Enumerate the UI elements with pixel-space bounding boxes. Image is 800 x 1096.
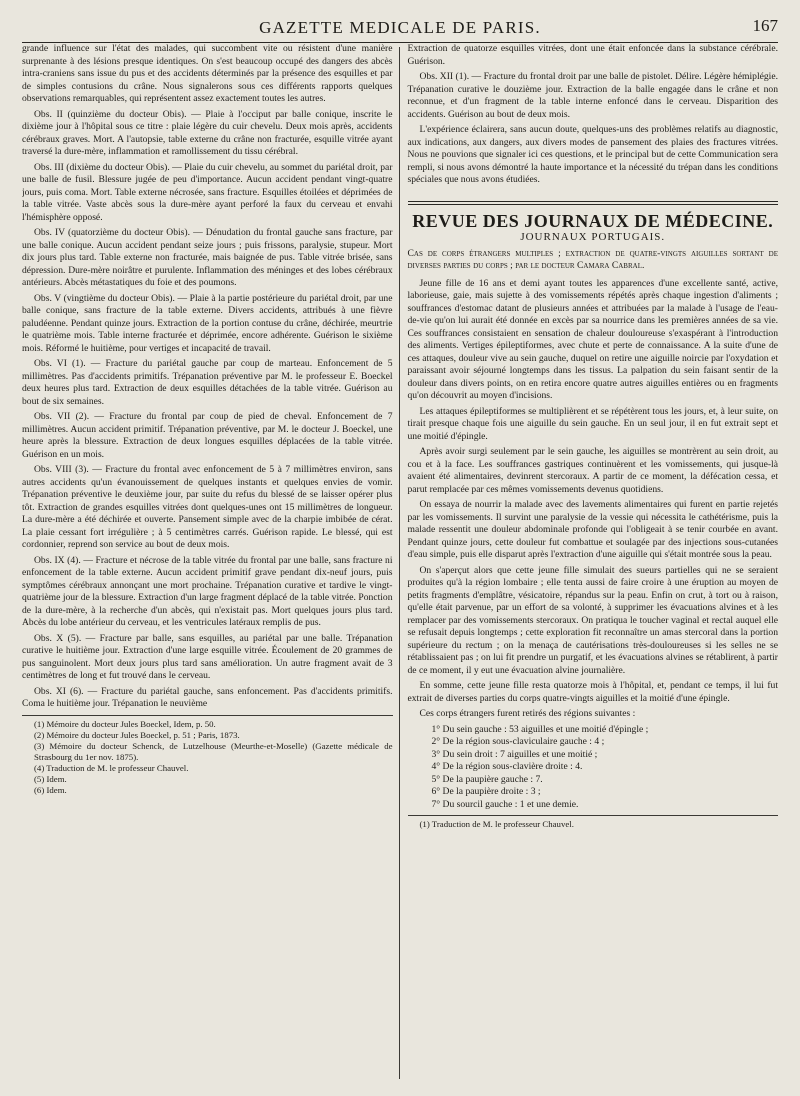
list-item: 3° Du sein droit : 7 aiguilles et une moitié ; — [431, 748, 598, 760]
paragraph: L'expérience éclairera, sans aucun doute, quelques-uns des problèmes relatifs au diagnostic, aux indications, aux dangers, aux divers modes de pansement des plaies des fractures vitrées. Nous ne pouvions que signaler ici ces questions, et le principal but de cette Communication sera rempli, si nous avons démontré la haute importance et la nécessité du trépan dans les conditions spéciales que nous avons étudiées. — [407, 124, 778, 185]
paragraph: Extraction de quatorze esquilles vitrées, dont une était enfoncée dans la substance cérébrale. Guérison. — [407, 43, 778, 67]
list-item: 1° Du sein gauche : 53 aiguilles et une moitié d'épingle ; — [431, 723, 649, 735]
list-item: 7° Du sourcil gauche : 1 et une demie. — [431, 798, 579, 810]
observation-9: Obs. IX (4). — Fracture et nécrose de la table vitrée du frontal par une balle, sans fracture ni enfoncement de la table externe. Aucun accident primitif grave pendant dix-neuf jours, puis symptômes cérébraux annonçant une mort prochaine. Trépanation curative et tardive le vingt-quatrième jour de la blessure. Extraction d'un large fragment déplacé de la table vitrée. Ponction de la dure-mère, à la recherche d'un abcès, qui n'existait pas. Mort quelques jours plus tard. Abcès du lobe antérieur du cerveau, et les ventricules latéraux remplis de pus. — [22, 554, 393, 628]
footnote: (5) Idem. — [34, 773, 67, 784]
two-column-body — [22, 43, 778, 1083]
observation-4: Obs. IV (quatorzième du docteur Obis). — Dénudation du frontal gauche sans fracture, par une balle conique. Aucun accident pendant seize jours ; puis frissons, paralysie, stupeur. Mort dix jours plus tard. Table externe non fracturée, mais baignée de pus. Table vitrée brisée, sans dépression. Dure-mère noirâtre et purulente. Inflammation des méninges et des lobes cérébraux antérieurs. Abcès métastatiques du foie et des poumons. — [22, 227, 393, 288]
list-item: 4° De la région sous-clavière droite : 4. — [431, 761, 583, 772]
page-number: 167 — [752, 16, 778, 35]
paragraph: Après avoir surgi seulement par le sein gauche, les aiguilles se montrèrent au sein droit, au cou et à la face. Les souffrances gastriques continuèrent et les vomissements, qui jusque-là avaient été alimentaires, devinrent stercoraux. A partir de ce moment, la défécation cessa, et parut remplacée par ces mêmes vomissements devenus quotidiens. — [407, 446, 778, 495]
list-item: 6° De la paupière droite : 3 ; — [431, 786, 541, 797]
footnote: (1) Mémoire du docteur Jules Boeckel, Idem, p. 50. — [34, 718, 216, 729]
paragraph: On essaya de nourrir la malade avec des lavements alimentaires qui furent en partie rejetés par les vomissements. Il survint une paralysie de la vessie qui nécessita le cathétérisme, puis la malade ressentit une douleur abdominale profonde qui l'obligeait à se tenir courbée en avant. Pendant quinze jours, cette douleur fut combattue et soulagée par des injections sous-cutanées d'eau simple, puis elle disparut après l'extraction d'une aiguille qui s'était montrée sous la peau. — [407, 499, 778, 560]
paragraph: Les attaques épileptiformes se multiplièrent et se répétèrent tous les jours, et, à leur suite, on tirait presque chaque fois une aiguille du sein gauche. En un seul jour, il en fut extrait sept et une moitié d'épingle. — [407, 405, 778, 442]
page-header — [22, 10, 778, 43]
extraction-list — [432, 724, 779, 812]
observation-12: Obs. XII (1). — Fracture du frontal droit par une balle de pistolet. Délire. Légère hémiplégie. Trépanation curative le douzième jour. Extraction de la balle engagée dans le crâne et non reconnue, et d'un fragment de la table interne enfoncé dans le cerveau. Disparition des accidents. Guérison au bout de deux mois. — [407, 71, 778, 120]
footnote: (4) Traduction de M. le professeur Chauvel. — [34, 762, 189, 773]
observation-7: Obs. VII (2). — Fracture du frontal par coup de pied de cheval. Enfoncement de 7 millimètres. Aucun accident primitif. Trépanation préventive, par M. le docteur J. Boeckel, une heure après la blessure. Extraction de deux longues esquilles déplacées de la table vitrée. Guérison en un mois. — [22, 411, 393, 460]
subsection-title: JOURNAUX PORTUGAIS. — [520, 231, 666, 243]
footnote: (3) Mémoire du docteur Schenck, de Lutzelhouse (Meurthe-et-Moselle) (Gazette médicale de Strasbourg du 1er nov. 1875). — [34, 740, 393, 762]
journal-title: GAZETTE MEDICALE DE PARIS. — [259, 18, 541, 37]
footnotes-right — [408, 815, 779, 830]
observation-6: Obs. VI (1). — Fracture du pariétal gauche par coup de marteau. Enfoncement de 5 millimètres. Pas d'accidents primitifs. Trépanation préventive par M. le professeur E. Boeckel deux heures plus tard. Extraction de deux esquilles détachées de la table vitrée. Guérison au bout de six semaines. — [22, 358, 393, 407]
observation-11: Obs. XI (6). — Fracture du pariétal gauche, sans enfoncement. Pas d'accidents primitifs. Coma le huitième jour. Trépanation le neuvième — [22, 685, 393, 709]
list-item: 2° De la région sous-claviculaire gauche : 4 ; — [431, 736, 605, 747]
observation-5: Obs. V (vingtième du docteur Obis). — Plaie à la partie postérieure du pariétal droit, par une balle conique, sans fracture de la table externe. Divers accidents, attribués à une fièvre paludéenne. Pendant quinze jours. Extraction de la portion contuse du crâne, déchirée, meurtrie le quatrième mois. Table interne fracturée et déprimée, encore adhérente. Guérison le sixième mois. Réformé le huitième, pour vertiges et incapacité de travail. — [22, 292, 393, 354]
paragraph: Ces corps étrangers furent retirés des régions suivantes : — [419, 708, 636, 719]
left-column — [22, 43, 399, 1083]
list-item: 5° De la paupière gauche : 7. — [431, 773, 543, 785]
section-title: REVUE DES JOURNAUX DE MÉDECINE. — [412, 210, 774, 231]
observation-2: Obs. II (quinzième du docteur Obis). — Plaie à l'occiput par balle conique, inscrite le dixième jour à l'hôpital sous ce titre : plaie légère du cuir chevelu. Deux mois après, accidents cérébraux graves. Mort. A l'autopsie, table externe du crâne non fracturée, esquille vitrée ayant traversé la dure-mère, inflammation et ramollissement du tissu cérébral. — [22, 108, 393, 157]
observation-3: Obs. III (dixième du docteur Obis). — Plaie du cuir chevelu, au sommet du pariétal droit, par une balle de fusil. Blessure jugée de peu d'importance. Aucun accident pendant vingt-quatre jours, puis coma. Mort. Table externe nécrosée, sans fracture. Esquilles étoilées et déprimées de la table vitrée. Vaste abcès sous la dure-mère ayant perforé la faux du cerveau et envahi l'hémisphère opposé. — [22, 161, 393, 223]
article-heading: Cas de corps étrangers multiples ; extraction de quatre-vingts aiguilles sortant de diverses parties du corps ; par le docteur Camara Cabral. — [407, 247, 778, 271]
paragraph: En somme, cette jeune fille resta quatorze mois à l'hôpital, et, pendant ce temps, il lui fut extrait de diverses parties du corps quatre-vingts aiguilles et la moitié d'une épingle. — [407, 680, 778, 704]
paragraph: grande influence sur l'état des malades, qui succombent vite ou résistent d'une manière surprenante à des lésions presque identiques. On s'est beaucoup occupé des dangers des abcès intra-craniens sans issue du pus et des accidents déterminés par la présence des esquilles et par de simples contusions du crâne. Nous signalerons sous ces différents rapports quelques observations remarquables, qui représentent assez exactement toutes les autres. — [22, 43, 393, 104]
section-divider — [408, 201, 779, 205]
footnote: (2) Mémoire du docteur Jules Boeckel, p. 51 ; Paris, 1873. — [34, 729, 240, 740]
paragraph: On s'aperçut alors que cette jeune fille simulait des sueurs partielles qui ne se seraient produites qu'à la région lombaire ; elle tenta aussi de faire croire à une éruption au moyen de petits fragments d'emplâtre, vésicatoire, répandus sur la peau. Enfin on crut, à tort ou à raison, qu'elle était parvenue, par un effort de sa volonté, à supprimer les évacuations alvines et à les remplacer par des vomissements stercoraux. On pratiqua le toucher vaginal et rectal auquel elle se refusait depuis longtemps ; cette exploration fit reconnaître un amas stercoral dans la portion supérieure du rectum ; on la menaça de cautérisations très-douloureuses si les selles ne se rétablissaient pas ; on lui fit prendre un purgatif, et les évacuations alvines se rétablirent, à partir de ce moment, il y eut une évacuation alvine journalière. — [407, 564, 778, 676]
footnotes-left — [22, 715, 393, 796]
observation-10: Obs. X (5). — Fracture par balle, sans esquilles, au pariétal par une balle. Trépanation curative le huitième jour. Extraction d'une large esquille vitrée. Écoulement de 20 grammes de pus sanguinolent. Mort deux jours plus tard sans amélioration. Un autre fragment avait de 3 centimètres de long et fut trouvé dans le cerveau. — [22, 632, 393, 681]
right-column — [400, 43, 779, 1083]
paragraph: Jeune fille de 16 ans et demi ayant toutes les apparences d'une excellente santé, active, laborieuse, gaie, mais sujette à des vomissements répétés après chaque ingestion d'aliments ; souffrances d'estomac datant de plusieurs années et attribuées par la malade à l'usage de l'eau-de-vie qu'on lui aurait été donnée en excès par sa nourrice dans les premières années de sa vie. Ces souffrances consistaient en sensation de chaleur douloureuse s'exaspérant à l'introduction des aliments. Vertiges épileptiformes, avec chute et perte de connaissance. A la suite d'une de ces attaques, douleur vive au sein gauche, duquel on retire une aiguille noircie par l'oxydation et paraissant avoir séjourné longtemps dans les tissus. La palpation du sein faisant sentir de la douleur dans divers points, on en retira encore quatre autres aiguilles entières ou en fragments qu'on découvrit au moyen d'incisions. — [407, 277, 778, 401]
footnote: (6) Idem. — [34, 784, 67, 795]
footnote: (1) Traduction de M. le professeur Chauvel. — [419, 819, 574, 829]
observation-8: Obs. VIII (3). — Fracture du frontal avec enfoncement de 5 à 7 millimètres environ, sans autres accidents qu'un évanouissement de quelques instants et quelques envies de vomir. Trépanation préventive le deuxième jour, par suite du refus du blessé de se laisser opérer plus tôt. Extraction de grandes esquilles vitrées dont quelques-unes ont 15 millimètres de longueur. La dure-mère a été déchirée et ouverte. Pansement simple avec de la charpie imbibée de cérat. La plaie cessant fort irrégulière ; à 5 centimètres carrés. Guérison rapide. Le blessé, qui est cordonnier, reprend son service au bout de deux mois. — [22, 464, 393, 550]
